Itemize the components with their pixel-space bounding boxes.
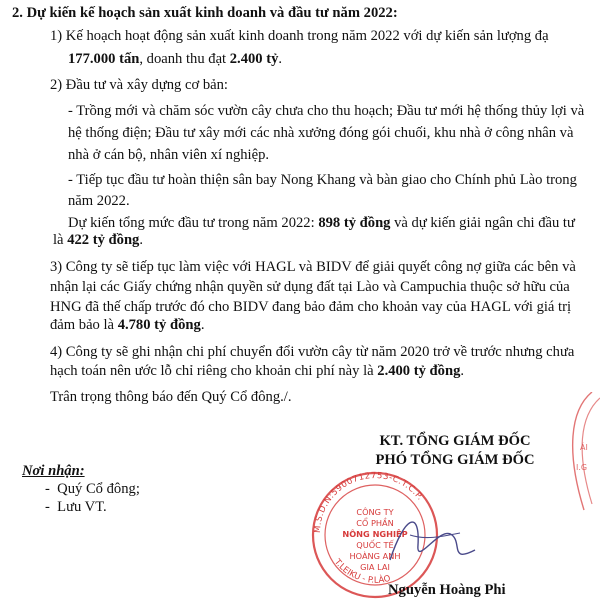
stamp-line: CÔNG TY [356, 507, 394, 517]
item4-b: . [460, 363, 465, 379]
item2-p2-line1: - Tiếp tục đầu tư hoàn thiện sân bay Nong Khang và bàn giao cho Chính phủ Lào trong [68, 172, 577, 188]
recipient-item: - Lưu VT. [45, 499, 107, 515]
item2-p3-c: là [53, 232, 68, 248]
item3-line1: 3) Công ty sẽ tiếp tục làm việc với HAGL và BIDV để giải quyết công nợ giữa các bên và [50, 259, 576, 275]
item2-p1-line3: nhà ở cán bộ, nhân viên xí nghiệp. [68, 147, 270, 163]
signature-mark [380, 505, 490, 575]
item4-a: hạch toán nên ước lỗ chỉ riêng cho khoản chi phí này là [50, 363, 378, 379]
stamp-line: NÔNG NGHIỆP [342, 529, 408, 539]
item1-mid: , doanh thu đạt [139, 51, 230, 67]
item2-title: 2) Đầu tư và xây dựng cơ bản: [50, 77, 228, 93]
closing-text: Trân trọng thông báo đến Quý Cổ đông./. [50, 389, 292, 405]
item2-p3-d: . [139, 232, 144, 248]
stamp-ring-text: M.S.D.N:5900712753-C.T.C.P. [312, 470, 426, 534]
item4-line1: 4) Công ty sẽ ghi nhận chi phí chuyển đổi vườn cây từ năm 2020 trở về trước nhưng chưa [50, 344, 575, 360]
item2-p1-line2: hệ thống điện; Đầu tư xây mới các nhà xưởng đóng gói chuối, khu nhà ở công nhân và [68, 125, 574, 141]
signatory-name: Nguyễn Hoàng Phi [388, 582, 506, 598]
stamp-line: HOÀNG ANH [349, 551, 401, 561]
svg-text:I.G: I.G [576, 463, 588, 472]
item3-line2: nhận lại các Giấy chứng nhận quyền sử dụng đất tại Lào và Campuchia thuộc sở hữu của [50, 279, 570, 295]
item3-a: đảm bảo là [50, 317, 118, 333]
stamp-line: QUỐC TẾ [356, 540, 394, 550]
item2-p3-b: và dự kiến giải ngân chi đầu tư [390, 215, 575, 231]
stamp-line: CỔ PHẦN [356, 518, 394, 528]
item2-p1-line1: - Trồng mới và chăm sóc vườn cây chưa cho thu hoạch; Đầu tư mới hệ thống thủy lợi và [68, 103, 585, 119]
partial-seal-mark [562, 392, 600, 512]
item2-p3-line2 [53, 231, 143, 249]
item1-line2 [68, 50, 282, 68]
revenue-value: 2.400 tỷ [229, 51, 279, 67]
item2-p3-line1 [68, 214, 575, 232]
item2-p3-a: Dự kiến tổng mức đầu tư trong năm 2022: [68, 215, 319, 231]
signatory-title-1: KT. TỔNG GIÁM ĐỐC [379, 433, 531, 449]
item3-b: . [200, 317, 205, 333]
item4-line2 [50, 362, 464, 380]
collateral-value: 4.780 tỷ đồng [117, 317, 201, 333]
section-heading: 2. Dự kiến kế hoạch sản xuất kinh doanh và đầu tư năm 2022: [12, 5, 398, 21]
stamp-bottom-text: T.LEIKU - P.LÀO [331, 557, 392, 586]
disbursement-value: 422 tỷ đồng [67, 232, 140, 248]
item1-end: . [278, 51, 283, 67]
loss-estimate: 2.400 tỷ đồng [377, 363, 461, 379]
investment-total: 898 tỷ đồng [318, 215, 391, 231]
svg-text:ÁI: ÁI [580, 443, 588, 452]
stamp-line: GIA LAI [360, 562, 390, 572]
item3-line3: HNG đã thế chấp trước đó cho BIDV đang bảo đảm cho khoản vay của HAGL với giá trị [50, 299, 572, 315]
signatory-title-2: PHÓ TỔNG GIÁM ĐỐC [375, 452, 535, 468]
item3-line4 [50, 316, 204, 334]
item2-p2-line2: năm 2022. [68, 193, 130, 209]
item1-line1: 1) Kế hoạch hoạt động sản xuất kinh doanh trong năm 2022 với dự kiến sản lượng đạ [50, 28, 549, 44]
production-volume: 177.000 tấn [68, 51, 140, 67]
recipient-item: - Quý Cổ đông; [45, 481, 140, 497]
recipients-title: Nơi nhận: [22, 463, 85, 479]
